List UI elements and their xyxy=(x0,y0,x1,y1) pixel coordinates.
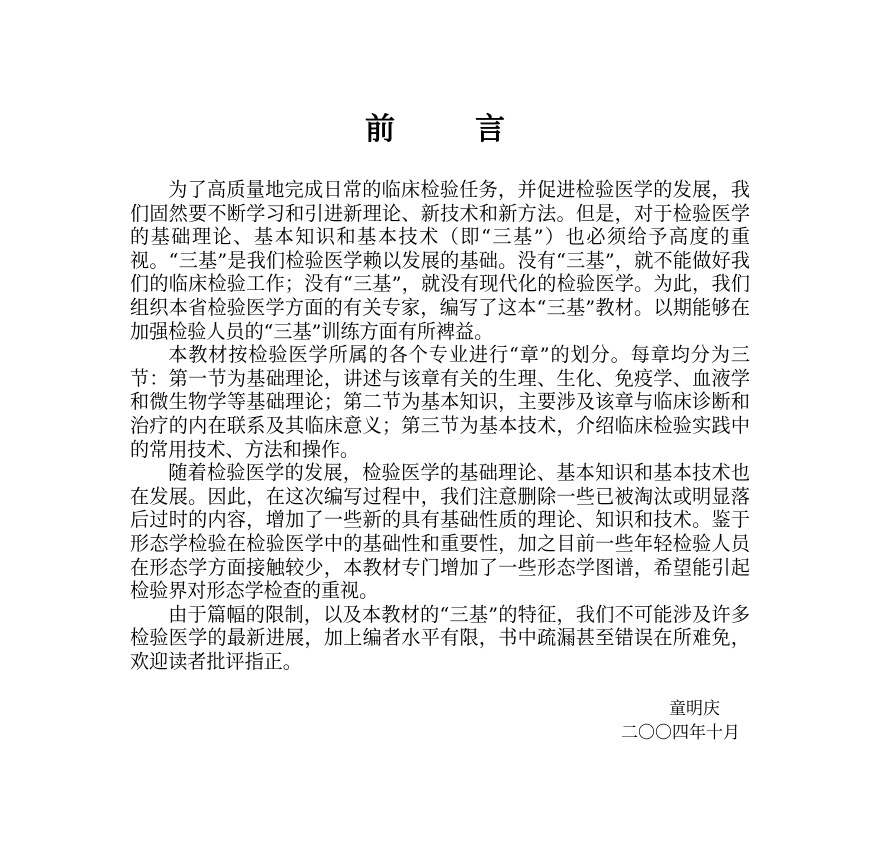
signature-date-line xyxy=(0,718,870,743)
paragraph-1: 为了高质量地完成日常的临床检验任务，并促进检验医学的发展，我们固然要不断学习和引进新理论、新技术和新方法。但是，对于检验医学的基础理论、基本知识和基本技术（即“三基”）也必须给予高度的重视。“三基”是我们检验医学赖以发展的基础。没有“三基”，就不能做好我们的临床检验工作；没有“三基”，就没有现代化的检验医学。为此，我们组织本省检验医学方面的有关专家，编写了这本“三基”教材。以期能够在加强检验人员的“三基”训练方面有所裨益。 xyxy=(130,178,750,343)
signature-author-line xyxy=(0,694,870,719)
paragraph-4: 由于篇幅的限制，以及本教材的“三基”的特征，我们不可能涉及许多检验医学的最新进展，加上编者水平有限，书中疏漏甚至错误在所难免，欢迎读者批评指正。 xyxy=(130,602,750,673)
title-part-1: 前 xyxy=(365,112,395,147)
paragraph-2: 本教材按检验医学所属的各个专业进行“章”的划分。每章均分为三节：第一节为基础理论，讲述与该章有关的生理、生化、免疫学、血液学和微生物学等基础理论；第二节为基本知识，主要涉及该章与临床诊断和治疗的内在联系及其临床意义；第三节为基本技术，介绍临床检验实践中的常用技术、方法和操作。 xyxy=(130,343,750,461)
preface-body xyxy=(130,178,750,673)
signature-author: 童明庆 xyxy=(669,699,720,719)
paragraph-3: 随着检验医学的发展，检验医学的基础理论、基本知识和基本技术也在发展。因此，在这次编写过程中，我们注意删除一些已被淘汰或明显落后过时的内容，增加了一些新的具有基础性质的理论、知识和技术。鉴于形态学检验在检验医学中的基础性和重要性，加之目前一些年轻检验人员在形态学方面接触较少，本教材专门增加了一些形态学图谱，希望能引起检验界对形态学检查的重视。 xyxy=(130,461,750,603)
title-part-2: 言 xyxy=(475,112,505,147)
signature-date: 二〇〇四年十月 xyxy=(621,723,740,743)
page-title xyxy=(0,104,870,148)
